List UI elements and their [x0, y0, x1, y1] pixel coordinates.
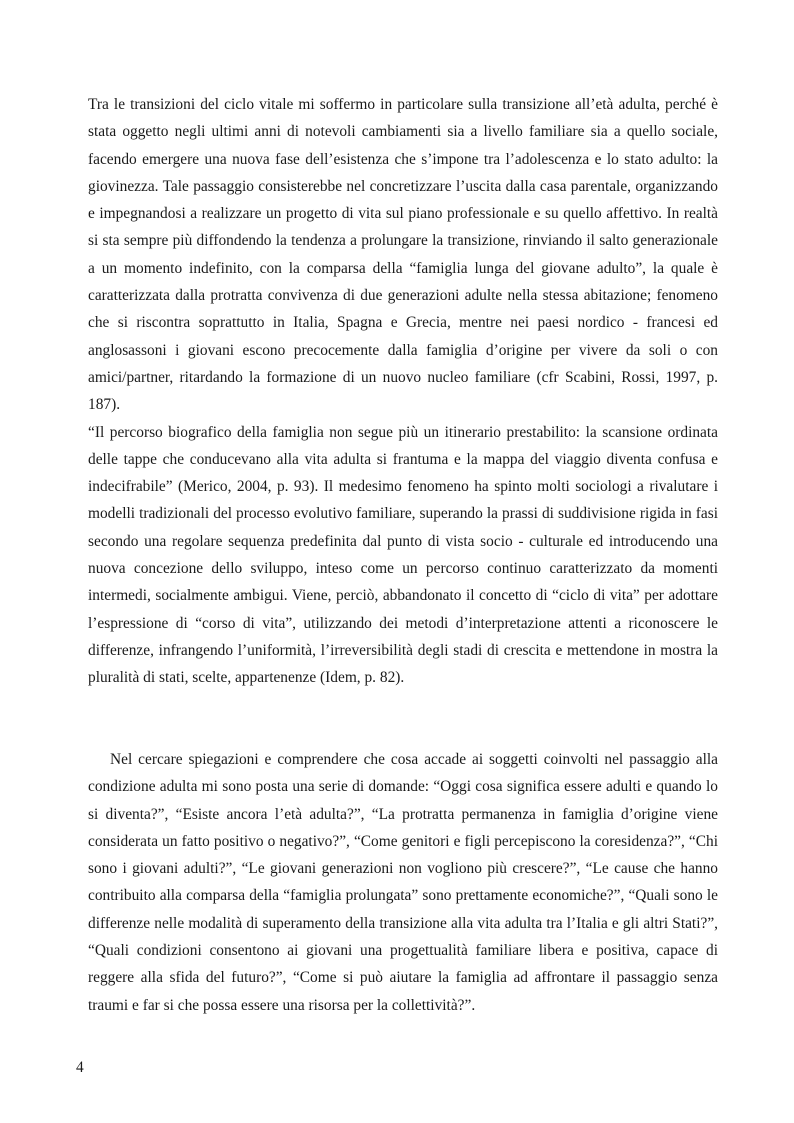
- questions-section: [88, 746, 718, 1019]
- page-number: 4: [76, 1059, 84, 1076]
- paragraph-biographic-path: “Il percorso biografico della famiglia non segue più un itinerario prestabilito: la scansione ordinata delle tappe che conducevano alla vita adulta si frantuma e la mappa del viaggio diventa confusa e indecifrabile” (Merico, 2004, p. 93). Il medesimo fenomeno ha spinto molti sociologi a rivalutare i modelli tradizionali del processo evolutivo familiare, superando la prassi di suddivisione rigida in fasi secondo una regolare sequenza predefinita dal punto di vista socio - culturale ed introducendo una nuova concezione dello sviluppo, inteso come un percorso continuo caratterizzato da momenti intermedi, socialmente ambigui. Viene, perciò, abbandonato il concetto di “ciclo di vita” per adottare l’espressione di “corso di vita”, utilizzando dei metodi d’interpretazione attenti a riconoscere le differenze, infrangendo l’uniformità, l’irreversibilità degli stadi di crescita e mettendone in mostra la pluralità di stati, scelte, appartenenze (Idem, p. 82).: [88, 423, 718, 687]
- body-text-section: [88, 91, 718, 692]
- paragraph-transition-adulthood: Tra le transizioni del ciclo vitale mi soffermo in particolare sulla transizione all’età adulta, perché è stata oggetto negli ultimi anni di notevoli cambiamenti sia a livello familiare sia a quello sociale, facendo emergere una nuova fase dell’esistenza che s’impone tra l’adolescenza e lo stato adulto: la giovinezza. Tale passaggio consisterebbe nel concretizzare l’uscita dalla casa parentale, organizzando e impegnandosi a realizzare un progetto di vita sul piano professionale e su quello affettivo. In realtà si sta sempre più diffondendo la tendenza a prolungare la transizione, rinviando il salto generazionale a un momento indefinito, con la comparsa della “famiglia lunga del giovane adulto”, la quale è caratterizzata dalla protratta convivenza di due generazioni adulte nella stessa abitazione; fenomeno che si riscontra soprattutto in Italia, Spagna e Grecia, mentre nei paesi nordico - francesi ed anglosassoni i giovani escono precocemente dalla famiglia d’origine per vivere da soli o con amici/partner, ritardando la formazione di un nuovo nucleo familiare (cfr Scabini, Rossi, 1997, p. 187).: [88, 96, 718, 414]
- paragraph-research-questions: Nel cercare spiegazioni e comprendere che cosa accade ai soggetti coinvolti nel passaggio alla condizione adulta mi sono posta una serie di domande: “Oggi cosa significa essere adulti e quando lo si diventa?”, “Esiste ancora l’età adulta?”, “La protratta permanenza in famiglia d’origine viene considerata un fatto positivo o negativo?”, “Come genitori e figli percepiscono la coresidenza?”, “Chi sono i giovani adulti?”, “Le giovani generazioni non vogliono più crescere?”, “Le cause che hanno contribuito alla comparsa della “famiglia prolungata” sono prettamente economiche?”, “Quali sono le differenze nelle modalità di superamento della transizione alla vita adulta tra l’Italia e gli altri Stati?”, “Quali condizioni consentono ai giovani una progettualità familiare libera e positiva, capace di reggere alla sfida del futuro?”, “Come si può aiutare la famiglia ad affrontare il passaggio senza traumi e far si che possa essere una risorsa per la collettività?”.: [88, 751, 718, 1014]
